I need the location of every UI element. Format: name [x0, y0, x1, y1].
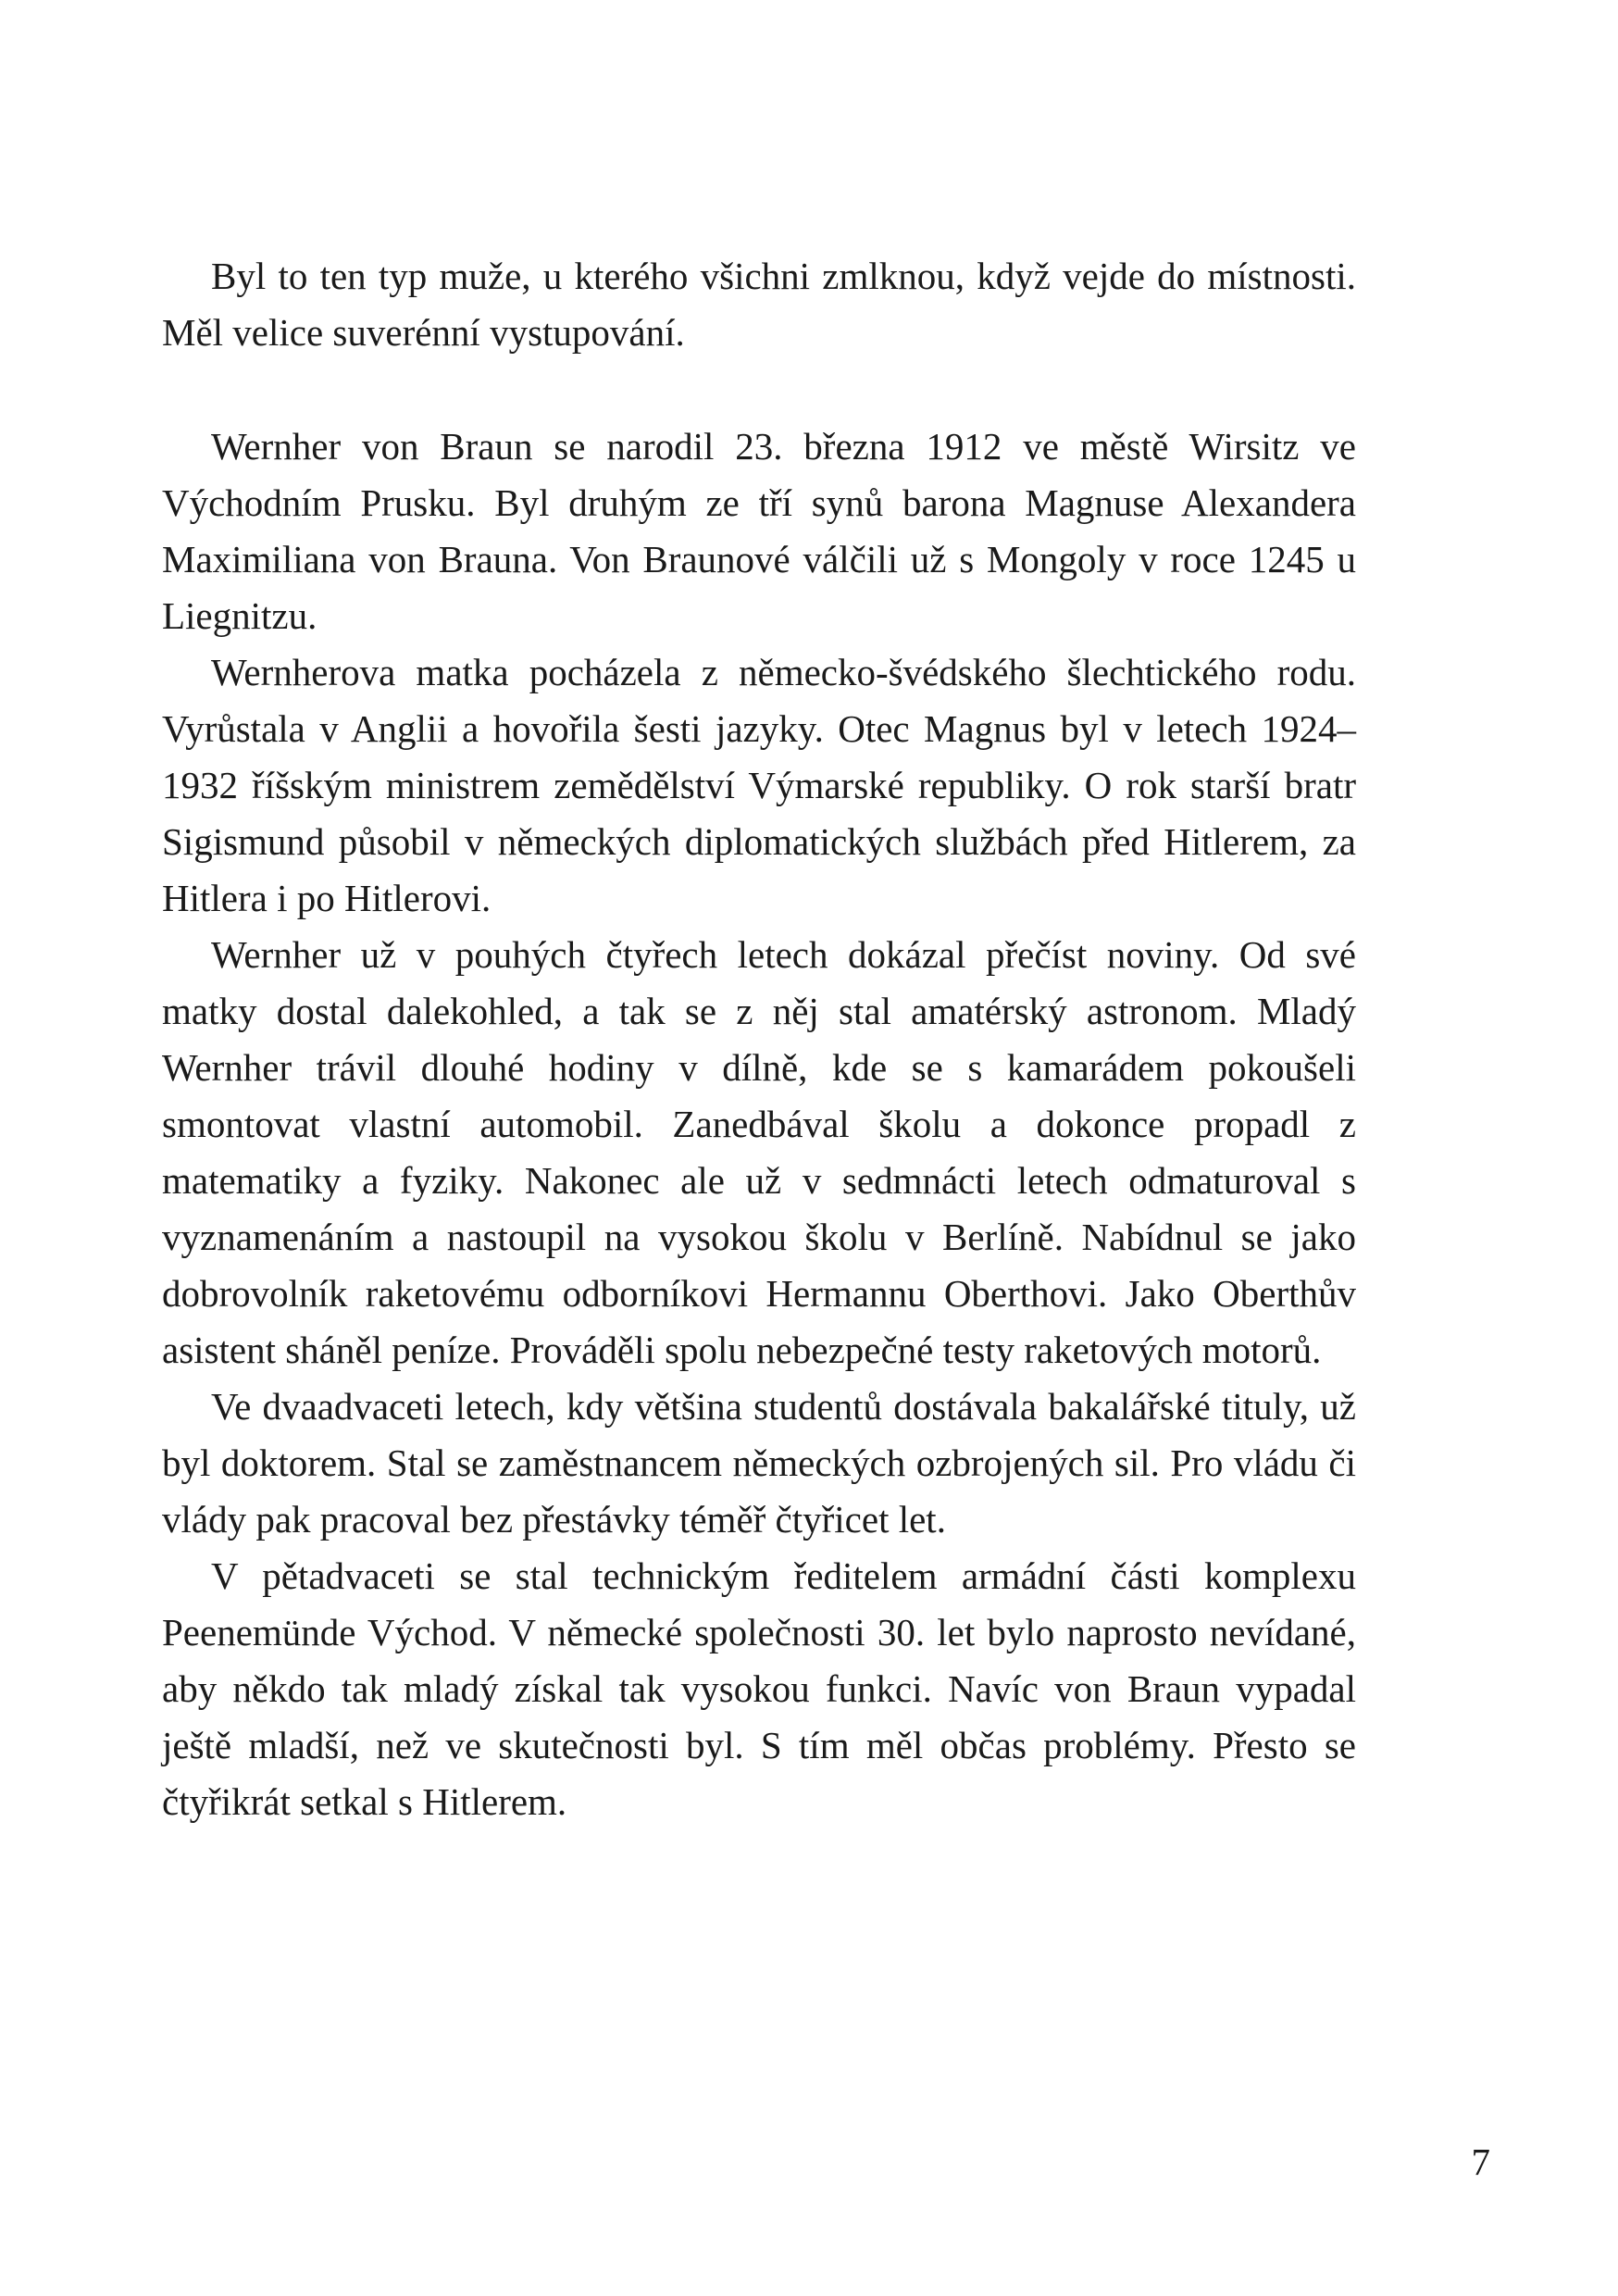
paragraph-doctorate: Ve dvaadvaceti letech, kdy většina studentů dostávala bakalářské tituly, už byl doktorem. Stal se zaměstnancem německých ozbrojených sil. Pro vládu či vlády pak pracoval bez přestávky téměř čtyřicet let.	[162, 1385, 1356, 1541]
paragraph-family: Wernherova matka pocházela z německo-švédského šlechtického rodu. Vyrůstala v Anglii a hovořila šesti jazyky. Otec Magnus byl v letech 1924–1932 říšským ministrem zemědělství Výmarské republiky. O rok starší bratr Sigismund působil v německých diplomatických službách před Hitlerem, za Hitlera i po Hitlerovi.	[162, 651, 1356, 919]
paragraph-childhood: Wernher už v pouhých čtyřech letech dokázal přečíst noviny. Od své matky dostal dalekohled, a tak se z něj stal amatérský astronom. Mladý Wernher trávil dlouhé hodiny v dílně, kde se s kamarádem pokoušeli smontovat vlastní automobil. Zanedbával školu a dokonce propadl z matematiky a fyziky. Nakonec ale už v sedmnácti letech odmaturoval s vyznamenáním a nastoupil na vysokou školu v Berlíně. Nabídnul se jako dobrovolník raketovému odborníkovi Hermannu Oberthovi. Jako Oberthův asistent sháněl peníze. Prováděli spolu nebezpečné testy raketových motorů.	[162, 933, 1356, 1371]
paragraph-birth: Wernher von Braun se narodil 23. března 1912 ve městě Wirsitz ve Východním Prusku. Byl druhým ze tří synů barona Magnuse Alexandera Maximiliana von Brauna. Von Braunové válčili už s Mongoly v roce 1245 u Liegnitzu.	[162, 425, 1356, 637]
intro-paragraph: Byl to ten typ muže, u kterého všichni zmlknou, když vejde do místnosti. Měl velice suverénní vystupování.	[162, 255, 1356, 354]
body-text	[162, 418, 1356, 1830]
page-number: 7	[1471, 2140, 1490, 2183]
paragraph-peenemunde: V pětadvaceti se stal technickým ředitelem armádní části komplexu Peenemünde Východ. V německé společnosti 30. let bylo naprosto nevídané, aby někdo tak mladý získal tak vysokou funkci. Navíc von Braun vypadal ještě mladší, než ve skutečnosti byl. S tím měl občas problémy. Přesto se čtyřikrát setkal s Hitlerem.	[162, 1554, 1356, 1823]
intro-block	[162, 248, 1356, 361]
